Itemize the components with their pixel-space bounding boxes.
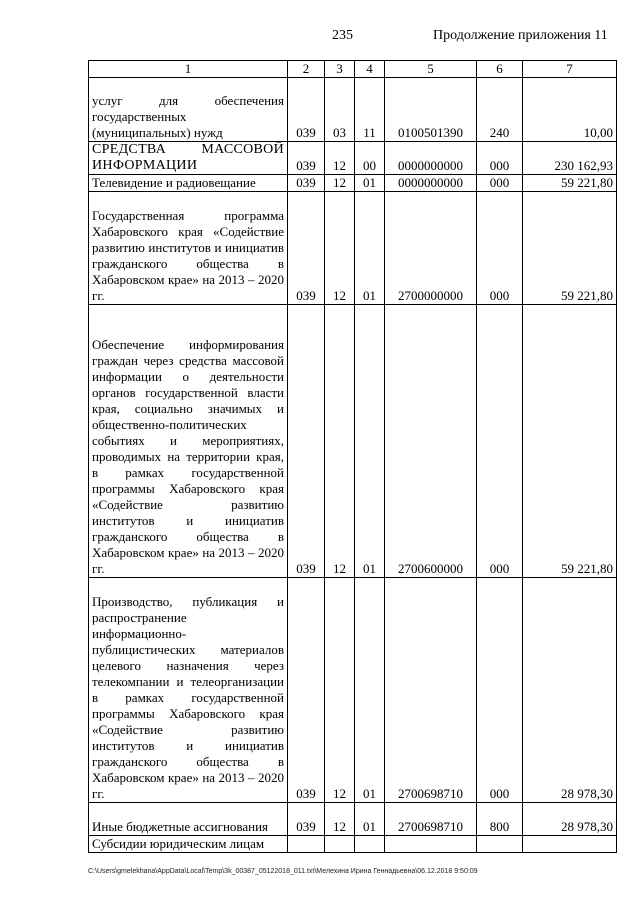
row-target-code: 0000000000	[385, 175, 477, 192]
row-subsection-code: 01	[355, 192, 385, 305]
row-subsection-code: 01	[355, 803, 385, 836]
footer-file-path: C:\Users\gmelekhana\AppData\Local\Temp\3k_00387_05122018_011.txt\Мелехина Ирина Геннадьевна\06.12.2018 9:50:09	[88, 868, 478, 875]
row-ministry-code	[288, 836, 325, 853]
table-header-row	[89, 61, 617, 78]
table-row	[89, 192, 617, 305]
page-number: 235	[332, 28, 353, 43]
column-header: 6	[477, 61, 523, 78]
row-section-code: 12	[325, 578, 355, 803]
page-caption: Продолжение приложения 11	[433, 28, 608, 43]
row-name: Иные бюджетные ассигнования	[89, 803, 288, 836]
row-amount: 59 221,80	[523, 175, 617, 192]
row-target-code: 0100501390	[385, 78, 477, 142]
row-amount: 10,00	[523, 78, 617, 142]
row-amount: 230 162,93	[523, 142, 617, 175]
budget-table	[88, 60, 617, 853]
column-header: 7	[523, 61, 617, 78]
row-ministry-code: 039	[288, 175, 325, 192]
row-subsection-code: 11	[355, 78, 385, 142]
row-target-code: 2700600000	[385, 305, 477, 578]
row-expense-type	[477, 836, 523, 853]
row-expense-type: 240	[477, 78, 523, 142]
row-ministry-code: 039	[288, 578, 325, 803]
row-subsection-code	[355, 836, 385, 853]
row-target-code: 2700698710	[385, 578, 477, 803]
row-name: Телевидение и радиовещание	[89, 175, 288, 192]
row-name: Производство, публикация и распространение информационно-публицистических материалов целевого назначения через телекомпании и телеорганизации в рамках государственной программы Хабаровского края «Содействие развитию институтов и инициатив гражданского общества в Хабаровском крае» на 2013 – 2020 гг.	[89, 578, 288, 803]
row-name: Государственная программа Хабаровского края «Содействие развитию институтов и инициатив гражданского общества в Хабаровском крае» на 2013 – 2020 гг.	[89, 192, 288, 305]
row-section-code: 03	[325, 78, 355, 142]
row-amount: 59 221,80	[523, 192, 617, 305]
row-section-code: 12	[325, 803, 355, 836]
row-name: услуг для обеспечения государственных (муниципальных) нужд	[89, 78, 288, 142]
row-expense-type: 000	[477, 142, 523, 175]
row-section-code: 12	[325, 305, 355, 578]
row-expense-type: 000	[477, 192, 523, 305]
row-ministry-code: 039	[288, 192, 325, 305]
row-ministry-code: 039	[288, 142, 325, 175]
column-header: 2	[288, 61, 325, 78]
row-amount: 59 221,80	[523, 305, 617, 578]
row-section-code	[325, 836, 355, 853]
row-amount: 28 978,30	[523, 578, 617, 803]
row-name: Субсидии юридическим лицам	[89, 836, 288, 853]
row-expense-type: 000	[477, 175, 523, 192]
table-row	[89, 305, 617, 578]
table-row	[89, 578, 617, 803]
row-target-code	[385, 836, 477, 853]
table-row	[89, 836, 617, 853]
row-expense-type: 000	[477, 305, 523, 578]
column-header: 1	[89, 61, 288, 78]
row-section-code: 12	[325, 142, 355, 175]
row-ministry-code: 039	[288, 78, 325, 142]
row-expense-type: 000	[477, 578, 523, 803]
row-target-code: 0000000000	[385, 142, 477, 175]
column-header: 3	[325, 61, 355, 78]
row-expense-type: 800	[477, 803, 523, 836]
row-target-code: 2700698710	[385, 803, 477, 836]
row-section-code: 12	[325, 192, 355, 305]
column-header: 5	[385, 61, 477, 78]
row-subsection-code: 01	[355, 578, 385, 803]
row-amount: 28 978,30	[523, 803, 617, 836]
row-name: СРЕДСТВА МАССОВОЙ ИНФОРМАЦИИ	[89, 142, 288, 175]
table-row	[89, 175, 617, 192]
column-header: 4	[355, 61, 385, 78]
row-subsection-code: 01	[355, 305, 385, 578]
row-amount	[523, 836, 617, 853]
table-row	[89, 142, 617, 175]
row-ministry-code: 039	[288, 305, 325, 578]
row-name: Обеспечение информирования граждан через средства массовой информации о деятельности органов государственной власти края, социально значимых и общественно-политических событиях и мероприятиях, проводимых на территории края, в рамках государственной программы Хабаровского края «Содействие развитию институтов и инициатив гражданского общества в Хабаровском крае» на 2013 – 2020 гг.	[89, 305, 288, 578]
row-subsection-code: 00	[355, 142, 385, 175]
table-row	[89, 78, 617, 142]
row-target-code: 2700000000	[385, 192, 477, 305]
row-ministry-code: 039	[288, 803, 325, 836]
row-subsection-code: 01	[355, 175, 385, 192]
row-section-code: 12	[325, 175, 355, 192]
table-row	[89, 803, 617, 836]
